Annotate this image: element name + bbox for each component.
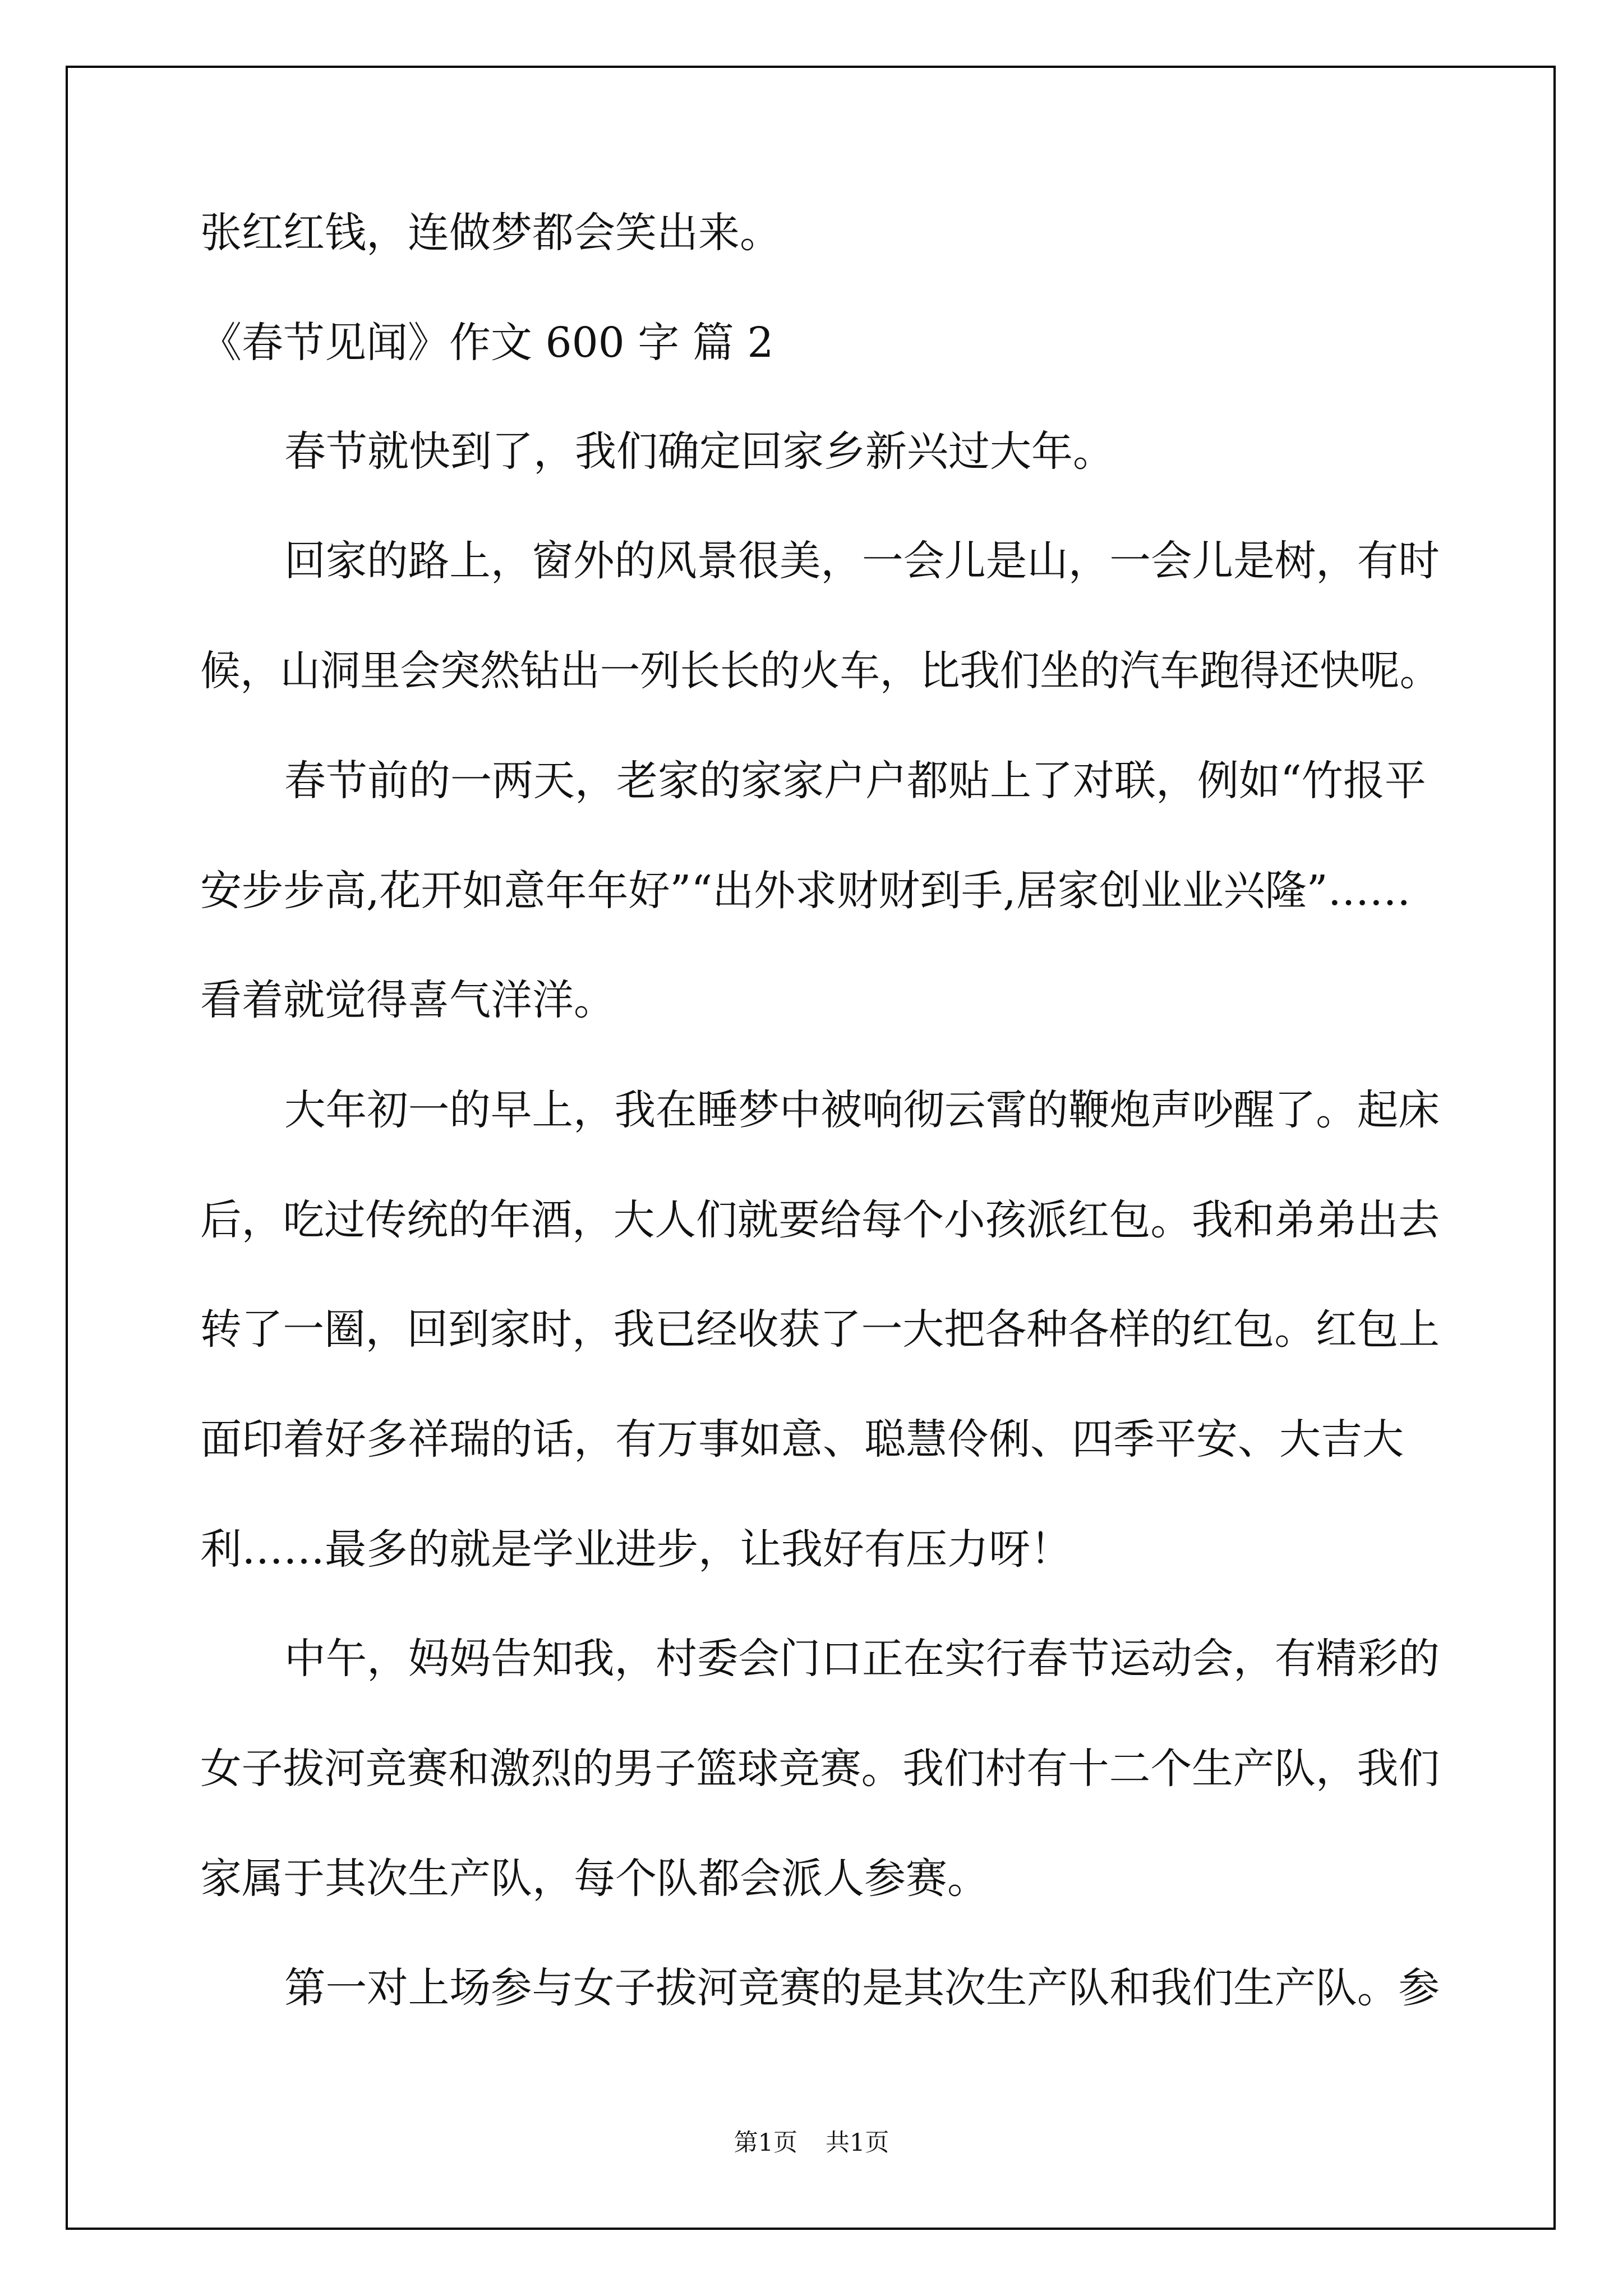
- text-line: 转了一圈，回到家时，我已经收获了一大把各种各样的红包。红包上: [200, 1305, 1440, 1354]
- text-line: 后，吃过传统的年酒，大人们就要给每个小孩派红包。我和弟弟出去: [200, 1196, 1440, 1244]
- text-line: 春节就快到了，我们确定回家乡新兴过大年。: [284, 427, 1114, 476]
- text-line: 第一对上场参与女子拔河竞赛的是其次生产队和我们生产队。参: [284, 1964, 1440, 2012]
- text-line: 春节前的一两天，老家的家家户户都贴上了对联，例如“竹报平: [284, 757, 1426, 805]
- text-line: 回家的路上，窗外的风景很美，一会儿是山，一会儿是树，有时: [284, 537, 1440, 585]
- page-total: 共1页: [826, 2129, 889, 2157]
- text-line: 面印着好多祥瑞的话，有万事如意、聪慧伶俐、四季平安、大吉大: [200, 1415, 1404, 1464]
- text-line: 利……最多的就是学业进步，让我好有压力呀！: [200, 1525, 1072, 1573]
- section-heading: 《春节见闻》作文 600 字 篇 2: [200, 319, 774, 367]
- page-number: 第1页: [734, 2129, 797, 2157]
- text-line: 家属于其次生产队，每个队都会派人参赛。: [200, 1855, 989, 1903]
- text-line: 候，山洞里会突然钻出一列长长的火车，比我们坐的汽车跑得还快呢。: [200, 647, 1440, 695]
- page-border: [66, 66, 1556, 2230]
- text-line: 张红红钱，连做梦都会笑出来。: [200, 209, 781, 257]
- page-footer: [0, 2124, 1623, 2158]
- text-line: 中午，妈妈告知我，村委会门口正在实行春节运动会，有精彩的: [284, 1635, 1440, 1683]
- text-line: 大年初一的早上，我在睡梦中被响彻云霄的鞭炮声吵醒了。起床: [284, 1086, 1440, 1134]
- text-line: 女子拔河竞赛和激烈的男子篮球竞赛。我们村有十二个生产队，我们: [200, 1745, 1440, 1793]
- text-line: 看着就觉得喜气洋洋。: [200, 976, 615, 1024]
- text-line: 安步步高,花开如意年年好”“出外求财财到手,居家创业业兴隆”……: [200, 867, 1411, 915]
